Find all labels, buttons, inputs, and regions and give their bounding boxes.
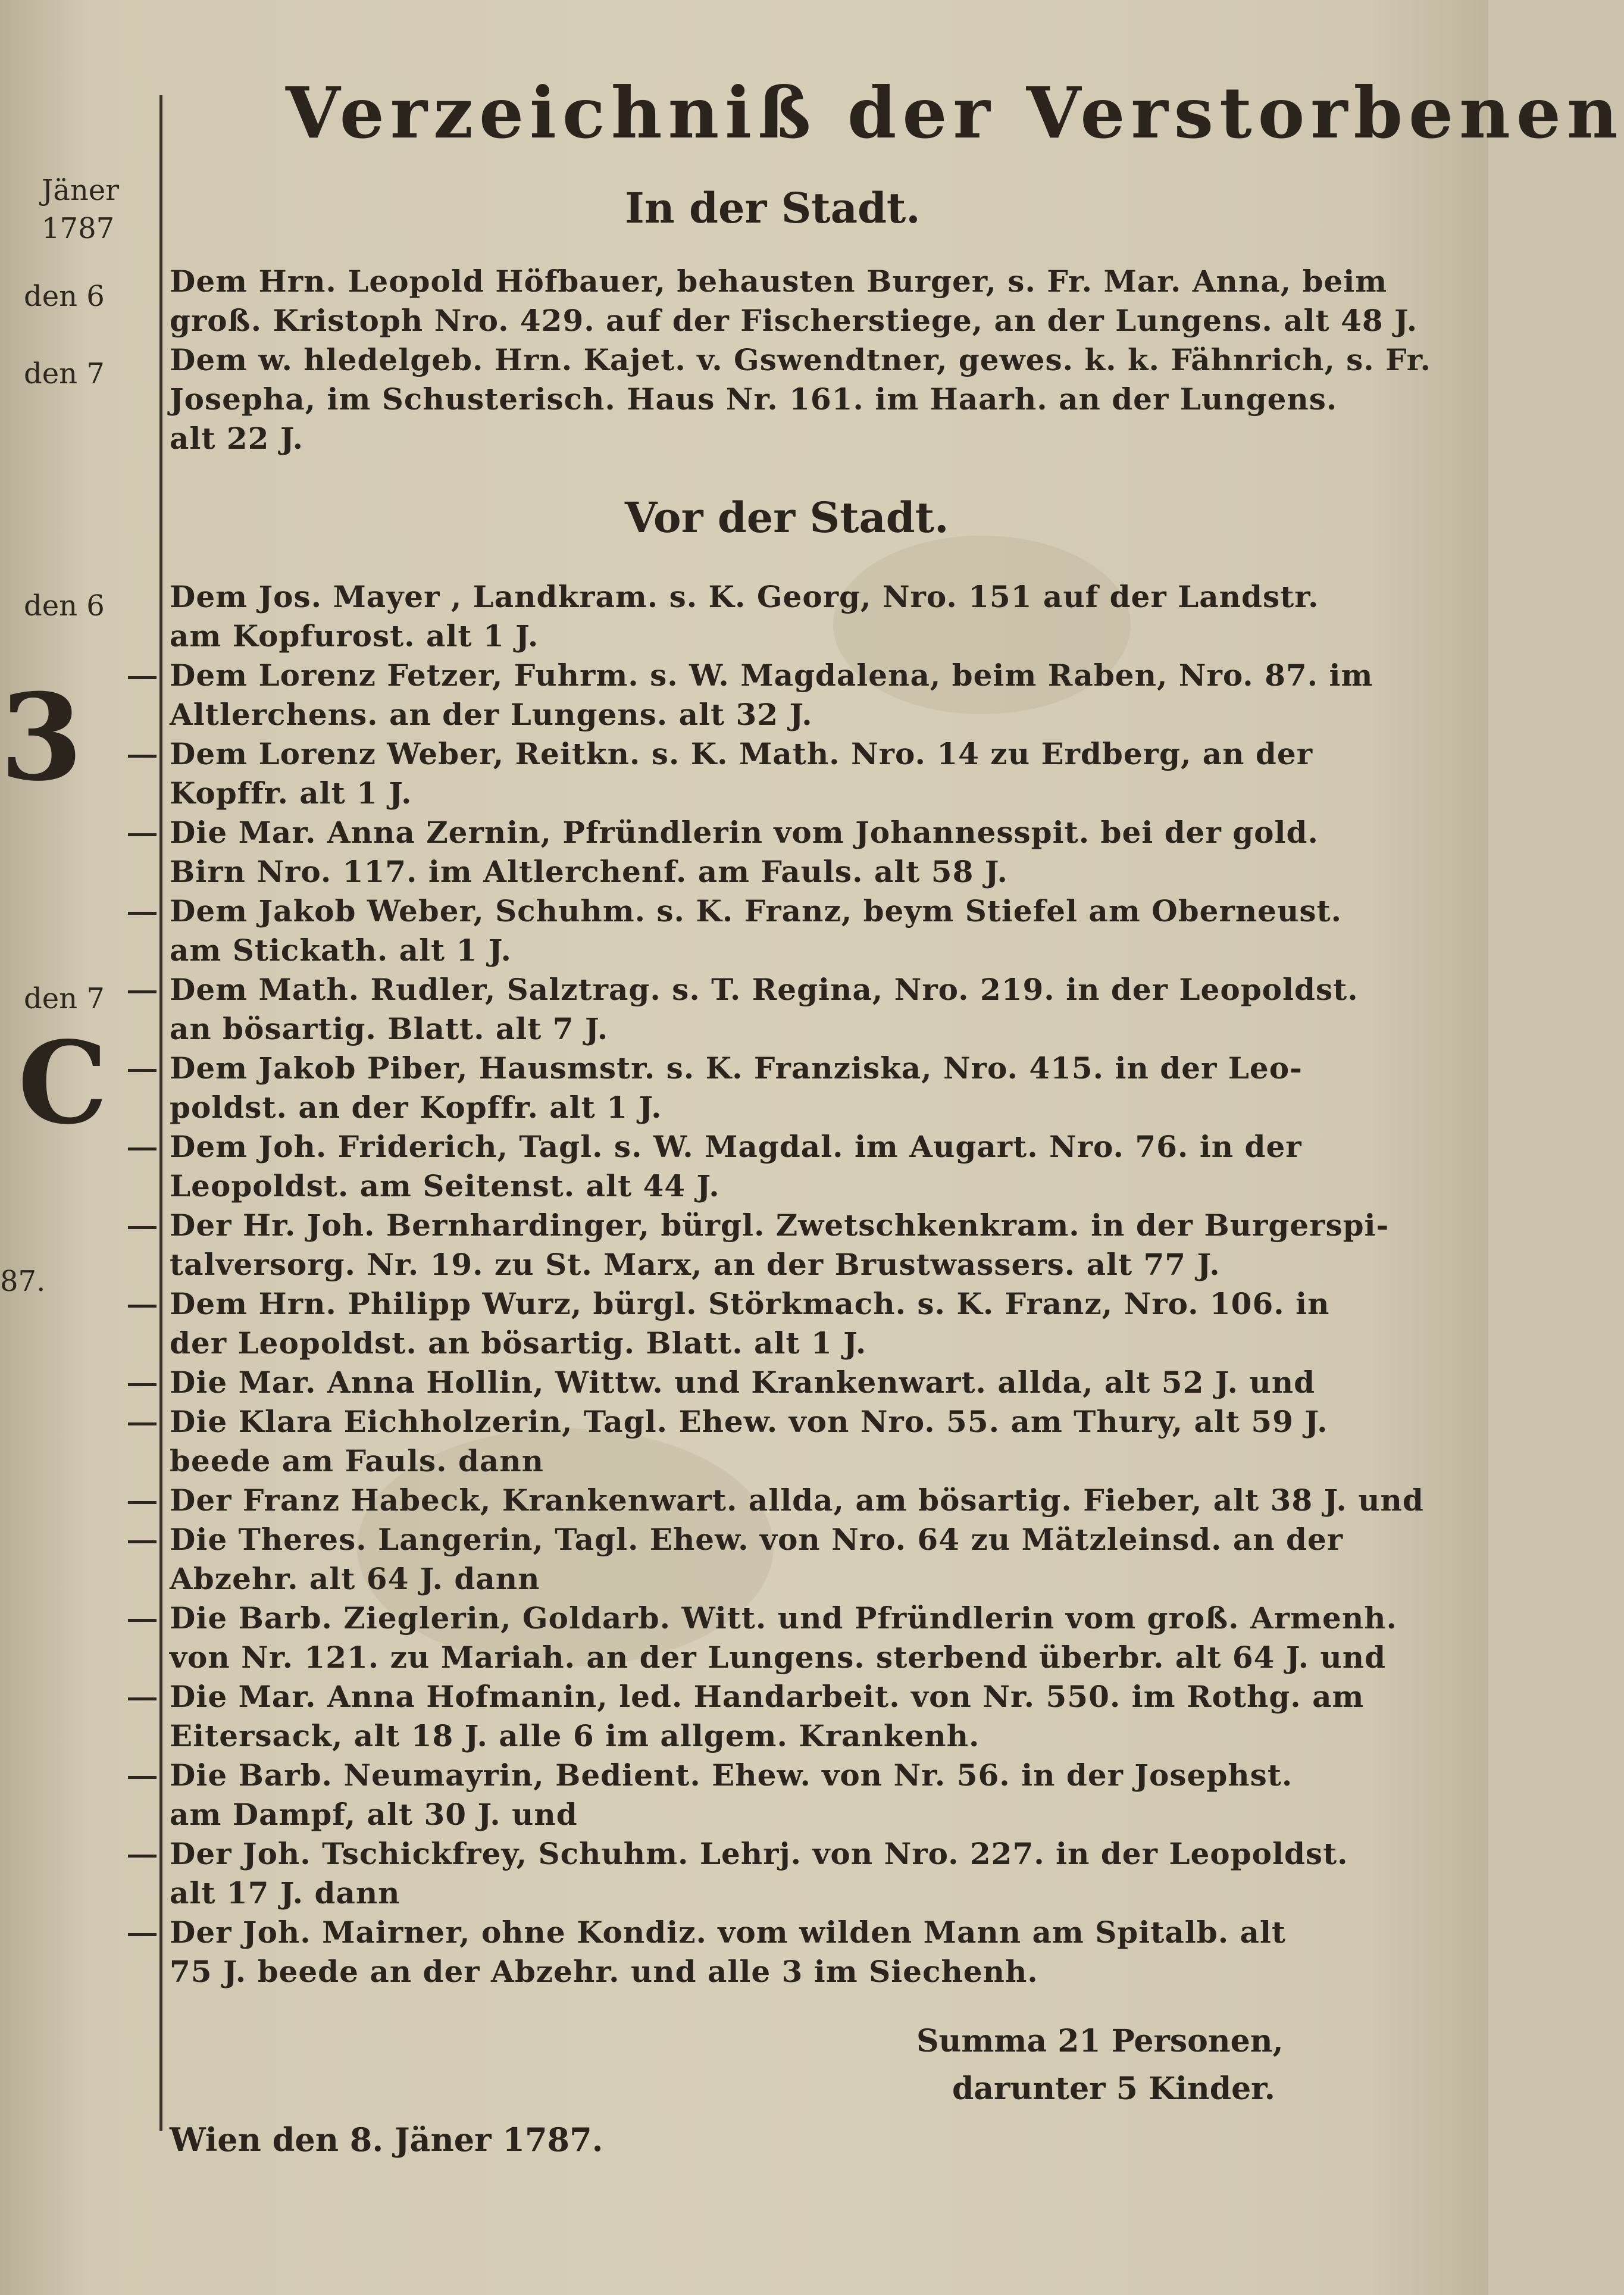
margin-day: den 7 [24, 357, 105, 390]
section-heading-city: In der Stadt. [625, 183, 921, 233]
entry-line: Dem Jakob Weber, Schuhm. s. K. Franz, beym Stiefel am Oberneust. [170, 893, 1342, 928]
entry-line: Dem Hrn. Philipp Wurz, bürgl. Störkmach. s. K. Franz, Nro. 106. in [170, 1286, 1330, 1321]
entry-line: Dem Lorenz Weber, Reitkn. s. K. Math. Nro. 14 zu Erdberg, an der [170, 736, 1313, 771]
entry-dash [128, 1226, 157, 1229]
entry-line: Dem Lorenz Fetzer, Fuhrm. s. W. Magdalena, beim Raben, Nro. 87. im [170, 658, 1373, 693]
entry-line: Dem Jakob Piber, Hausmstr. s. K. Franziska, Nro. 415. in der Leo- [170, 1050, 1303, 1086]
entry-line: Die Klara Eichholzerin, Tagl. Ehew. von Nro. 55. am Thury, alt 59 J. [170, 1404, 1328, 1439]
entry-line: Der Franz Habeck, Krankenwart. allda, am bösartig. Fieber, alt 38 J. und [170, 1483, 1424, 1518]
margin-rule [159, 95, 162, 2131]
entry-line: Der Hr. Joh. Bernhardinger, bürgl. Zwetschkenkram. in der Burgerspi- [170, 1208, 1390, 1243]
entry-continuation: Birn Nro. 117. im Altlerchenf. am Fauls. alt 58 J. [170, 854, 1008, 889]
entry-dash [128, 1422, 157, 1425]
entry-line: Die Barb. Zieglerin, Goldarb. Witt. und Pfründlerin vom groß. Armenh. [170, 1600, 1397, 1636]
entry-continuation: alt 17 J. dann [170, 1875, 400, 1911]
entry-dash [128, 1069, 157, 1072]
margin-day: den 6 [24, 589, 105, 623]
entry-continuation: Eitersack, alt 18 J. alle 6 im allgem. Krankenh. [170, 1718, 980, 1753]
entry-line: Dem Hrn. Leopold Höfbauer, behausten Burger, s. Fr. Mar. Anna, beim [170, 264, 1388, 299]
entry-line: Der Joh. Mairner, ohne Kondiz. vom wilden Mann am Spitalb. alt [170, 1915, 1287, 1950]
entry-line: Die Mar. Anna Hollin, Wittw. und Krankenwart. allda, alt 52 J. und [170, 1365, 1316, 1400]
entry-dash [128, 833, 157, 836]
entry-continuation: an bösartig. Blatt. alt 7 J. [170, 1011, 609, 1046]
entry-dash [128, 1305, 157, 1308]
entry-dash [128, 676, 157, 679]
entry-line: Die Barb. Neumayrin, Bedient. Ehew. von Nr. 56. in der Josephst. [170, 1758, 1293, 1793]
summa-line: darunter 5 Kinder. [952, 2071, 1275, 2107]
entry-dash [128, 1148, 157, 1150]
entry-continuation: Leopoldst. am Seitenst. alt 44 J. [170, 1168, 720, 1203]
margin-year: 1787 [42, 212, 115, 245]
entry-dash [128, 1383, 157, 1386]
entry-line: Dem Joh. Friderich, Tagl. s. W. Magdal. im Augart. Nro. 76. in der [170, 1129, 1302, 1164]
entry-line: Der Joh. Tschickfrey, Schuhm. Lehrj. von Nro. 227. in der Leopoldst. [170, 1836, 1348, 1871]
entry-continuation: am Stickath. alt 1 J. [170, 933, 512, 968]
entry-continuation: Altlerchens. an der Lungens. alt 32 J. [170, 697, 813, 732]
summa-line: Summa 21 Personen, [916, 2023, 1284, 2059]
entry-line: Die Mar. Anna Zernin, Pfründlerin vom Johannesspit. bei der gold. [170, 815, 1319, 850]
entry-dash [128, 1697, 157, 1700]
entry-continuation: talversorg. Nr. 19. zu St. Marx, an der Brustwassers. alt 77 J. [170, 1247, 1221, 1282]
entry-continuation: alt 22 J. [170, 421, 304, 456]
entry-dash [128, 755, 157, 758]
entry-dash [128, 1855, 157, 1858]
margin-day: den 7 [24, 982, 105, 1015]
entry-dash [128, 1933, 157, 1936]
entry-line: Die Mar. Anna Hofmanin, led. Handarbeit. von Nr. 550. im Rothg. am [170, 1679, 1365, 1714]
cropped-glyph: C [18, 1017, 108, 1149]
entry-dash [128, 1776, 157, 1779]
entry-continuation: der Leopoldst. an bösartig. Blatt. alt 1 J. [170, 1325, 867, 1361]
entry-continuation: groß. Kristoph Nro. 429. auf der Fischerstiege, an der Lungens. alt 48 J. [170, 303, 1418, 338]
entry-dash [128, 990, 157, 993]
entry-line: Die Theres. Langerin, Tagl. Ehew. von Nro. 64 zu Mätzleinsd. an der [170, 1522, 1344, 1557]
entry-dash [128, 1619, 157, 1622]
date-line: Wien den 8. Jäner 1787. [170, 2121, 603, 2159]
cropped-glyph: 3 [0, 668, 83, 808]
entry-line: Dem w. hledelgeb. Hrn. Kajet. v. Gswendtner, gewes. k. k. Fähnrich, s. Fr. [170, 342, 1431, 377]
entry-dash [128, 1540, 157, 1543]
entry-line: Dem Math. Rudler, Salztrag. s. T. Regina, Nro. 219. in der Leopoldst. [170, 972, 1359, 1007]
margin-day: den 6 [24, 280, 105, 313]
entry-continuation: am Dampf, alt 30 J. und [170, 1797, 578, 1832]
entry-continuation: beede am Fauls. dann [170, 1443, 545, 1478]
entry-continuation: Kopffr. alt 1 J. [170, 776, 412, 811]
margin-month: Jäner [42, 174, 120, 207]
entry-continuation: Abzehr. alt 64 J. dann [170, 1561, 540, 1596]
entry-dash [128, 912, 157, 915]
entry-line: Dem Jos. Mayer , Landkram. s. K. Georg, Nro. 151 auf der Landstr. [170, 579, 1319, 614]
entry-dash [128, 1501, 157, 1504]
entry-continuation: 75 J. beede an der Abzehr. und alle 3 im Siechenh. [170, 1954, 1038, 1989]
margin-number: 87. [0, 1265, 46, 1298]
entry-continuation: von Nr. 121. zu Mariah. an der Lungens. sterbend überbr. alt 64 J. und [170, 1640, 1387, 1675]
section-heading-suburb: Vor der Stadt. [625, 493, 949, 542]
page-title: Verzeichniß der Verstorbenen [286, 71, 1624, 154]
entry-continuation: am Kopfurost. alt 1 J. [170, 618, 539, 654]
entry-continuation: poldst. an der Kopffr. alt 1 J. [170, 1090, 662, 1125]
entry-continuation: Josepha, im Schusterisch. Haus Nr. 161. im Haarh. an der Lungens. [170, 382, 1338, 417]
